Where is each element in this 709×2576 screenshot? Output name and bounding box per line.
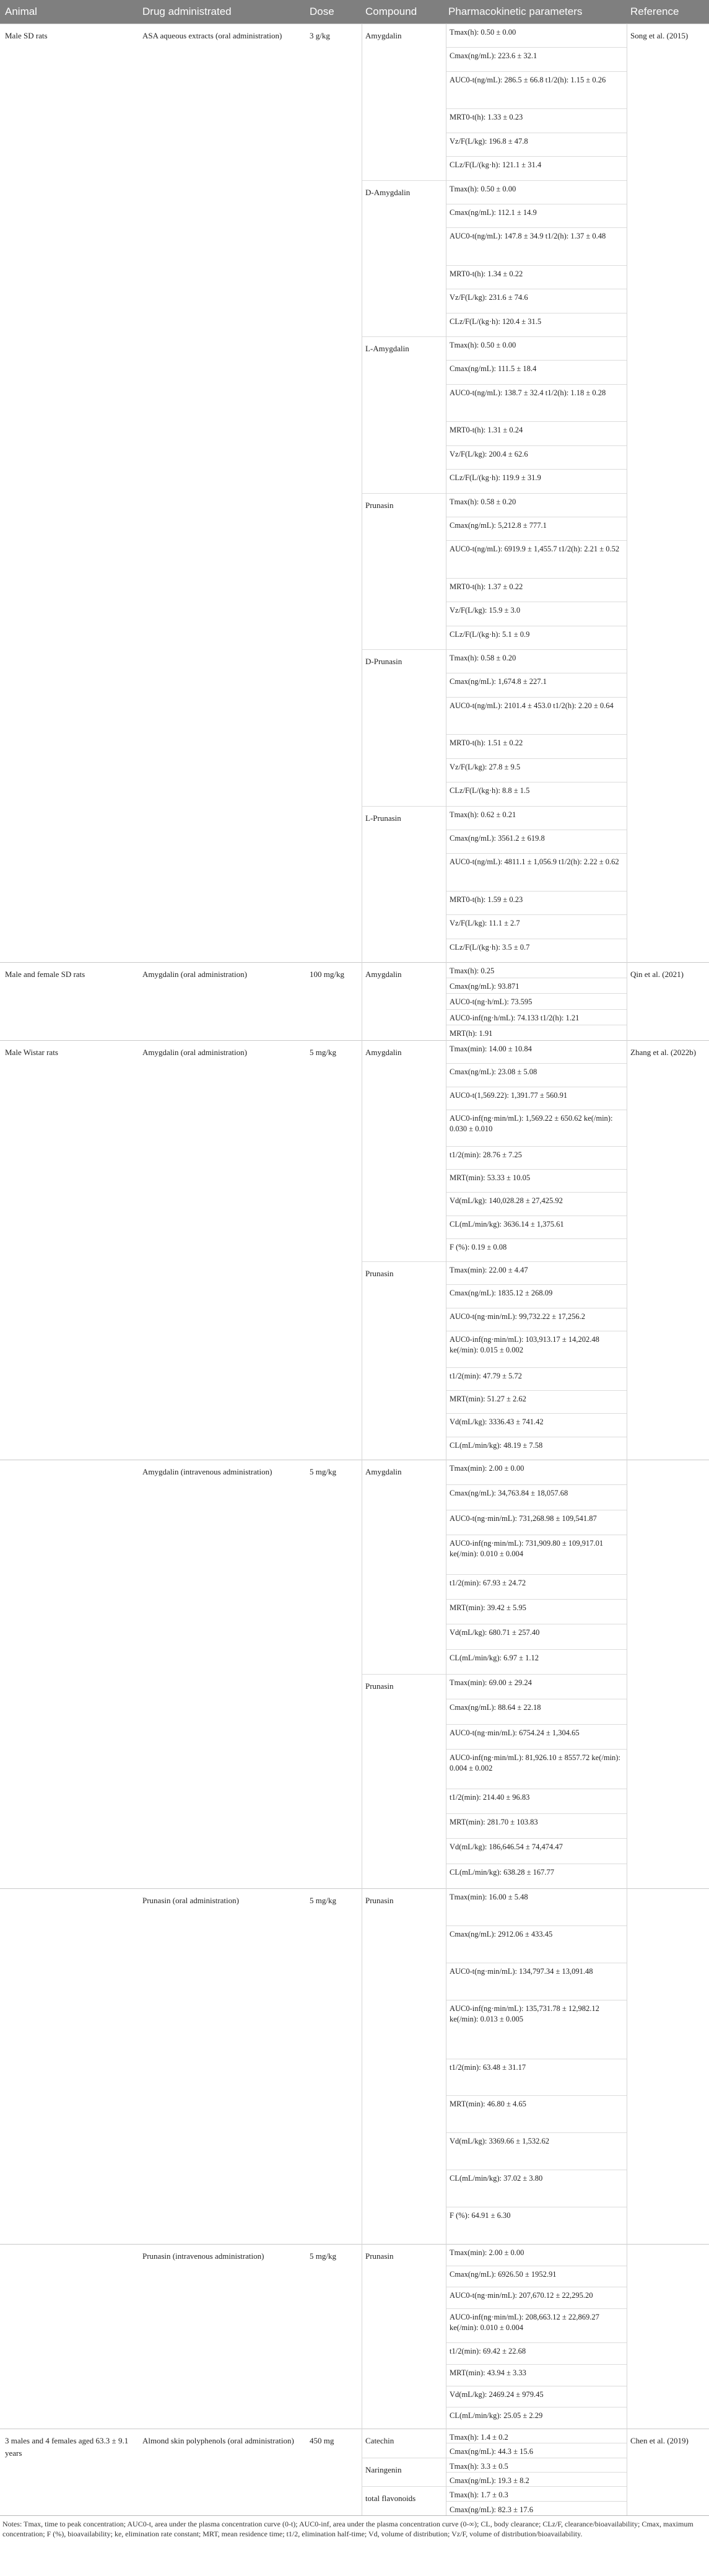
parameter-divider <box>446 1749 627 1750</box>
parameter-value: Cmax(ng/mL): 223.6 ± 32.1 <box>450 51 537 60</box>
parameter-value: AUC0-t(ng·min/mL): 99,732.22 ± 17,256.2 <box>450 1312 586 1321</box>
parameter-value: Tmax(min): 2.00 ± 0.00 <box>450 1464 524 1473</box>
parameter-value: Tmax(min): 14.00 ± 10.84 <box>450 1045 532 1053</box>
parameter-value: AUC0-inf(ng·h/mL): 74.133 t1/2(h): 1.21 <box>450 1014 580 1022</box>
cell-animal: Male Wistar rats <box>5 1048 58 1057</box>
parameter-divider <box>446 108 627 109</box>
parameter-divider <box>446 1169 627 1170</box>
header-dose: Dose <box>310 6 334 17</box>
parameter-divider <box>446 993 627 994</box>
parameter-divider <box>446 540 627 541</box>
parameter-value: MRT(min): 51.27 ± 2.62 <box>450 1395 526 1403</box>
parameter-divider <box>446 853 627 854</box>
parameter-divider <box>446 1813 627 1814</box>
parameter-value: F (%): 0.19 ± 0.08 <box>450 1243 507 1251</box>
parameter-value: CLz/F(L/(kg·h): 120.4 ± 31.5 <box>450 317 542 326</box>
cell-dose: 5 mg/kg <box>310 1467 336 1476</box>
cell-reference: Song et al. (2015) <box>630 31 689 40</box>
parameter-value: AUC0-inf(ng·min/mL): 208,663.12 ± 22,869.27 ke(/min): 0.010 ± 0.004 <box>450 2313 599 2332</box>
parameter-value: AUC0-t(ng/mL): 6919.9 ± 1,455.7 t1/2(h): 2.21 ± 0.52 <box>450 545 620 553</box>
parameter-divider <box>446 2132 627 2133</box>
cell-reference: Zhang et al. (2022b) <box>630 1048 697 1057</box>
parameter-divider <box>446 734 627 735</box>
parameter-value: CL(mL/min/kg): 638.28 ± 167.77 <box>450 1868 555 1877</box>
parameter-divider <box>446 384 627 385</box>
parameter-value: MRT(min): 43.94 ± 3.33 <box>450 2368 526 2377</box>
parameter-value: Cmax(ng/mL): 111.5 ± 18.4 <box>450 364 537 373</box>
parameter-value: Tmax(min): 69.00 ± 29.24 <box>450 1678 532 1687</box>
header-parameters: Pharmacokinetic parameters <box>448 6 583 17</box>
parameter-value: MRT(min): 53.33 ± 10.05 <box>450 1173 531 1182</box>
parameter-value: AUC0-t(ng/mL): 147.8 ± 34.9 t1/2(h): 1.37 ± 0.48 <box>450 232 606 240</box>
parameter-value: Tmax(min): 16.00 ± 5.48 <box>450 1893 528 1901</box>
compound-name: Amygdalin <box>365 970 402 979</box>
parameter-divider <box>446 1413 627 1414</box>
parameter-divider <box>446 360 627 361</box>
parameter-value: Tmax(h): 0.62 ± 0.21 <box>450 810 516 819</box>
parameter-value: Vz/F(L/kg): 231.6 ± 74.6 <box>450 293 528 302</box>
table-bottom-rule <box>0 2515 709 2516</box>
parameter-divider <box>446 445 627 446</box>
compound-divider <box>362 806 627 807</box>
cell-animal: Male SD rats <box>5 31 48 40</box>
parameter-divider <box>446 697 627 698</box>
parameter-value: t1/2(min): 47.79 ± 5.72 <box>450 1372 522 1380</box>
parameter-value: Tmax(h): 0.58 ± 0.20 <box>450 654 516 662</box>
parameter-value: Cmax(ng/mL): 93.871 <box>450 982 520 991</box>
parameter-value: Tmax(h): 0.50 ± 0.00 <box>450 28 516 37</box>
compound-name: Prunasin <box>365 1896 394 1905</box>
parameter-value: MRT(min): 281.70 ± 103.83 <box>450 1818 538 1826</box>
parameter-value: CLz/F(L/(kg·h): 5.1 ± 0.9 <box>450 630 530 639</box>
compound-name: Prunasin <box>365 1269 394 1278</box>
parameter-divider <box>446 1146 627 1147</box>
parameter-divider <box>446 265 627 266</box>
parameter-value: MRT0-t(h): 1.33 ± 0.23 <box>450 113 523 121</box>
parameter-divider <box>446 1192 627 1193</box>
parameter-value: AUC0-inf(ng·min/mL): 135,731.78 ± 12,982.12 ke(/min): 0.013 ± 0.005 <box>450 2004 599 2023</box>
parameter-value: Tmax(h): 0.25 <box>450 966 495 975</box>
parameter-divider <box>446 2342 627 2343</box>
parameter-divider <box>446 1724 627 1725</box>
parameter-value: CL(mL/min/kg): 3636.14 ± 1,375.61 <box>450 1220 564 1229</box>
compound-name: D-Amygdalin <box>365 188 411 197</box>
compound-name: Naringenin <box>365 2465 402 2474</box>
parameter-divider <box>446 227 627 228</box>
parameter-value: Cmax(ng/mL): 44.3 ± 15.6 <box>450 2447 533 2456</box>
cell-dose: 5 mg/kg <box>310 1048 336 1057</box>
parameter-value: Cmax(ng/mL): 34,763.84 ± 18,057.68 <box>450 1489 568 1497</box>
parameter-value: Vd(mL/kg): 186,646.54 ± 74,474.47 <box>450 1842 563 1851</box>
parameter-value: Cmax(ng/mL): 23.08 ± 5.08 <box>450 1067 537 1076</box>
parameter-value: AUC0-t(ng·h/mL): 73.595 <box>450 997 533 1006</box>
parameter-value: CLz/F(L/(kg·h): 121.1 ± 31.4 <box>450 160 542 169</box>
parameter-value: Tmax(h): 3.3 ± 0.5 <box>450 2462 508 2471</box>
cell-drug: Prunasin (oral administration) <box>142 1896 239 1905</box>
parameter-value: Vd(mL/kg): 3336.43 ± 741.42 <box>450 1417 544 1426</box>
table-notes: Notes: Tmax, time to peak concentration; AUC0-t, area under the plasma concentration curve (0-t); AUC0-inf, area under the plasma concentration curve (0-∞); CL, body clearance; CLz/F, clearance/bioavailability; Cmax, maximum concentration; F (%), bioavailability; ke, elimination rate constant; MRT, mean residence time; t1/2, elimination half-time; Vd, volume of distribution; Vz/F, volume of distribution/bioavailability. <box>2 2520 694 2538</box>
parameter-value: CLz/F(L/(kg·h): 119.9 ± 31.9 <box>450 473 541 482</box>
compound-name: Amygdalin <box>365 1048 402 1057</box>
compound-name: L-Prunasin <box>365 813 401 823</box>
parameter-value: Tmax(min): 22.00 ± 4.47 <box>450 1266 528 1274</box>
compound-divider <box>362 1674 627 1675</box>
parameter-divider <box>446 421 627 422</box>
parameter-divider <box>446 1649 627 1650</box>
parameter-value: Cmax(ng/mL): 1835.12 ± 268.09 <box>450 1289 553 1297</box>
parameter-divider <box>446 1574 627 1575</box>
parameter-divider <box>446 1284 627 1285</box>
compound-name: D-Prunasin <box>365 657 402 666</box>
parameter-value: CL(mL/min/kg): 37.02 ± 3.80 <box>450 2174 543 2183</box>
parameter-value: Cmax(ng/mL): 19.3 ± 8.2 <box>450 2476 529 2485</box>
parameter-value: Cmax(ng/mL): 2912.06 ± 433.45 <box>450 1930 553 1939</box>
parameter-divider <box>446 758 627 759</box>
parameter-divider <box>446 1484 627 1485</box>
parameter-value: t1/2(min): 214.40 ± 96.83 <box>450 1793 530 1802</box>
compound-name: Prunasin <box>365 2251 394 2261</box>
parameter-divider <box>446 914 627 915</box>
cell-drug: Prunasin (intravenous administration) <box>142 2251 264 2261</box>
parameter-value: t1/2(min): 28.76 ± 7.25 <box>450 1150 522 1159</box>
parameter-value: AUC0-t(ng·min/mL): 6754.24 ± 1,304.65 <box>450 1728 580 1737</box>
parameter-value: AUC0-t(ng/mL): 286.5 ± 66.8 t1/2(h): 1.15 ± 0.26 <box>450 76 606 84</box>
parameter-value: Vz/F(L/kg): 15.9 ± 3.0 <box>450 606 521 615</box>
parameter-value: Cmax(ng/mL): 3561.2 ± 619.8 <box>450 834 545 843</box>
parameter-divider <box>446 891 627 892</box>
cell-animal: Male and female SD rats <box>5 970 85 979</box>
parameter-divider <box>446 1838 627 1839</box>
parameter-divider <box>446 1238 627 1239</box>
parameter-divider <box>446 2095 627 2096</box>
cell-reference: Chen et al. (2019) <box>630 2436 689 2445</box>
group-divider <box>0 1888 709 1889</box>
parameter-value: Vd(mL/kg): 140,028.28 ± 27,425.92 <box>450 1196 563 1205</box>
header-compound: Compound <box>365 6 417 17</box>
parameter-value: Vz/F(L/kg): 11.1 ± 2.7 <box>450 919 520 927</box>
compound-name: L-Amygdalin <box>365 344 409 353</box>
compound-name: Prunasin <box>365 501 394 510</box>
compound-divider <box>362 493 627 494</box>
parameter-value: Cmax(ng/mL): 1,674.8 ± 227.1 <box>450 677 547 686</box>
parameter-value: AUC0-inf(ng·min/mL): 103,913.17 ± 14,202.48 ke(/min): 0.015 ± 0.002 <box>450 1335 599 1354</box>
parameter-value: Tmax(h): 1.4 ± 0.2 <box>450 2433 508 2442</box>
parameter-divider <box>446 1599 627 1600</box>
parameter-value: MRT0-t(h): 1.37 ± 0.22 <box>450 582 523 591</box>
parameter-divider <box>446 2364 627 2365</box>
cell-reference: Qin et al. (2021) <box>630 970 684 979</box>
parameter-divider <box>446 2501 627 2502</box>
parameter-value: CL(mL/min/kg): 6.97 ± 1.12 <box>450 1654 539 1662</box>
cell-drug: Almond skin polyphenols (oral administration) <box>142 2436 294 2445</box>
table-header-row <box>0 0 709 24</box>
compound-divider <box>362 336 627 337</box>
parameter-value: CL(mL/min/kg): 48.19 ± 7.58 <box>450 1441 543 1450</box>
cell-animal: 3 males and 4 females aged 63.3 ± 9.1 years <box>5 2436 129 2458</box>
parameter-value: AUC0-t(ng·min/mL): 207,670.12 ± 22,295.20 <box>450 2291 593 2300</box>
cell-dose: 100 mg/kg <box>310 970 344 979</box>
cell-drug: ASA aqueous extracts (oral administration) <box>142 31 282 40</box>
compound-divider <box>362 1261 627 1262</box>
parameter-value: Tmax(h): 1.7 ± 0.3 <box>450 2491 508 2499</box>
compound-name: Amygdalin <box>365 31 402 40</box>
parameter-divider <box>446 1063 627 1064</box>
parameter-value: Tmax(h): 0.58 ± 0.20 <box>450 497 516 506</box>
parameter-divider <box>446 1367 627 1368</box>
parameter-value: MRT0-t(h): 1.34 ± 0.22 <box>450 269 523 278</box>
parameter-value: Cmax(ng/mL): 82.3 ± 17.6 <box>450 2505 533 2514</box>
parameter-divider <box>446 156 627 157</box>
parameter-divider <box>446 71 627 72</box>
parameter-value: Vd(mL/kg): 2469.24 ± 979.45 <box>450 2390 544 2399</box>
compound-divider <box>362 180 627 181</box>
header-reference: Reference <box>630 6 679 17</box>
parameter-value: MRT(min): 46.80 ± 4.65 <box>450 2100 526 2108</box>
group-divider <box>0 962 709 963</box>
parameter-value: AUC0-inf(ng·min/mL): 81,926.10 ± 8557.72 ke(/min): 0.004 ± 0.002 <box>450 1753 620 1772</box>
parameter-divider <box>446 2308 627 2309</box>
compound-name: total flavonoids <box>365 2494 416 2503</box>
cell-dose: 450 mg <box>310 2436 334 2445</box>
cell-dose: 5 mg/kg <box>310 2251 336 2261</box>
parameter-divider <box>446 469 627 470</box>
cell-dose: 3 g/kg <box>310 31 330 40</box>
header-animal: Animal <box>5 6 37 17</box>
parameter-value: Cmax(ng/mL): 88.64 ± 22.18 <box>450 1703 541 1712</box>
parameter-value: Tmax(h): 0.50 ± 0.00 <box>450 341 516 349</box>
parameter-value: Vz/F(L/kg): 196.8 ± 47.8 <box>450 137 528 146</box>
parameter-value: Cmax(ng/mL): 6926.50 ± 1952.91 <box>450 2270 557 2279</box>
parameter-value: AUC0-t(ng/mL): 2101.4 ± 453.0 t1/2(h): 2.20 ± 0.64 <box>450 701 614 710</box>
parameter-value: t1/2(min): 67.93 ± 24.72 <box>450 1579 526 1587</box>
parameter-value: F (%): 64.91 ± 6.30 <box>450 2211 511 2220</box>
parameter-value: Tmax(h): 0.50 ± 0.00 <box>450 185 516 193</box>
cell-drug: Amygdalin (intravenous administration) <box>142 1467 272 1476</box>
parameter-value: Vz/F(L/kg): 27.8 ± 9.5 <box>450 763 521 771</box>
compound-name: Prunasin <box>365 1681 394 1691</box>
parameter-value: MRT0-t(h): 1.59 ± 0.23 <box>450 895 523 904</box>
parameter-value: AUC0-t(ng·min/mL): 731,268.98 ± 109,541.87 <box>450 1514 597 1523</box>
parameter-value: Tmax(min): 2.00 ± 0.00 <box>450 2248 524 2257</box>
parameter-value: AUC0-t(ng·min/mL): 134,797.34 ± 13,091.48 <box>450 1967 593 1976</box>
header-drug: Drug administrated <box>142 6 232 17</box>
parameter-divider <box>446 578 627 579</box>
compound-name: Catechin <box>365 2436 394 2445</box>
parameter-divider <box>446 47 627 48</box>
parameter-value: Vz/F(L/kg): 200.4 ± 62.6 <box>450 450 528 458</box>
parameter-value: MRT(min): 39.42 ± 5.95 <box>450 1603 526 1612</box>
parameter-value: MRT0-t(h): 1.31 ± 0.24 <box>450 426 523 434</box>
parameter-value: MRT(h): 1.91 <box>450 1029 493 1038</box>
parameter-value: Cmax(ng/mL): 5,212.8 ± 777.1 <box>450 521 547 530</box>
group-divider <box>0 2244 709 2245</box>
parameter-value: MRT0-t(h): 1.51 ± 0.22 <box>450 738 523 747</box>
parameter-value: Vd(mL/kg): 3369.66 ± 1,532.62 <box>450 2137 550 2145</box>
parameter-value: AUC0-t(ng/mL): 4811.1 ± 1,056.9 t1/2(h): 2.22 ± 0.62 <box>450 857 619 866</box>
parameter-divider <box>446 2472 627 2473</box>
group-divider <box>0 1040 709 1041</box>
parameter-divider <box>446 1925 627 1926</box>
parameter-value: CLz/F(L/(kg·h): 8.8 ± 1.5 <box>450 786 530 795</box>
parameter-value: AUC0-inf(ng·min/mL): 731,909.80 ± 109,917.01 ke(/min): 0.010 ± 0.004 <box>450 1539 604 1558</box>
parameter-value: t1/2(min): 63.48 ± 31.17 <box>450 2063 526 2072</box>
compound-divider <box>362 2486 627 2487</box>
parameter-value: AUC0-t(1,569.22): 1,391.77 ± 560.91 <box>450 1091 568 1100</box>
parameter-divider <box>446 1390 627 1391</box>
parameter-value: AUC0-t(ng/mL): 138.7 ± 32.4 t1/2(h): 1.18 ± 0.28 <box>450 388 606 397</box>
compound-name: Amygdalin <box>365 1467 402 1476</box>
parameter-value: CLz/F(L/(kg·h): 3.5 ± 0.7 <box>450 943 530 952</box>
compound-divider <box>362 649 627 650</box>
cell-dose: 5 mg/kg <box>310 1896 336 1905</box>
cell-drug: Amygdalin (oral administration) <box>142 970 247 979</box>
parameter-value: AUC0-inf(ng·min/mL): 1,569.22 ± 650.62 ke(/min): 0.030 ± 0.010 <box>450 1114 613 1133</box>
parameter-value: CL(mL/min/kg): 25.05 ± 2.29 <box>450 2411 543 2420</box>
parameter-value: Cmax(ng/mL): 112.1 ± 14.9 <box>450 208 537 217</box>
parameter-value: Vd(mL/kg): 680.71 ± 257.40 <box>450 1628 540 1637</box>
parameter-divider <box>446 1009 627 1010</box>
cell-drug: Amygdalin (oral administration) <box>142 1048 247 1057</box>
parameter-value: t1/2(min): 69.42 ± 22.68 <box>450 2347 526 2355</box>
